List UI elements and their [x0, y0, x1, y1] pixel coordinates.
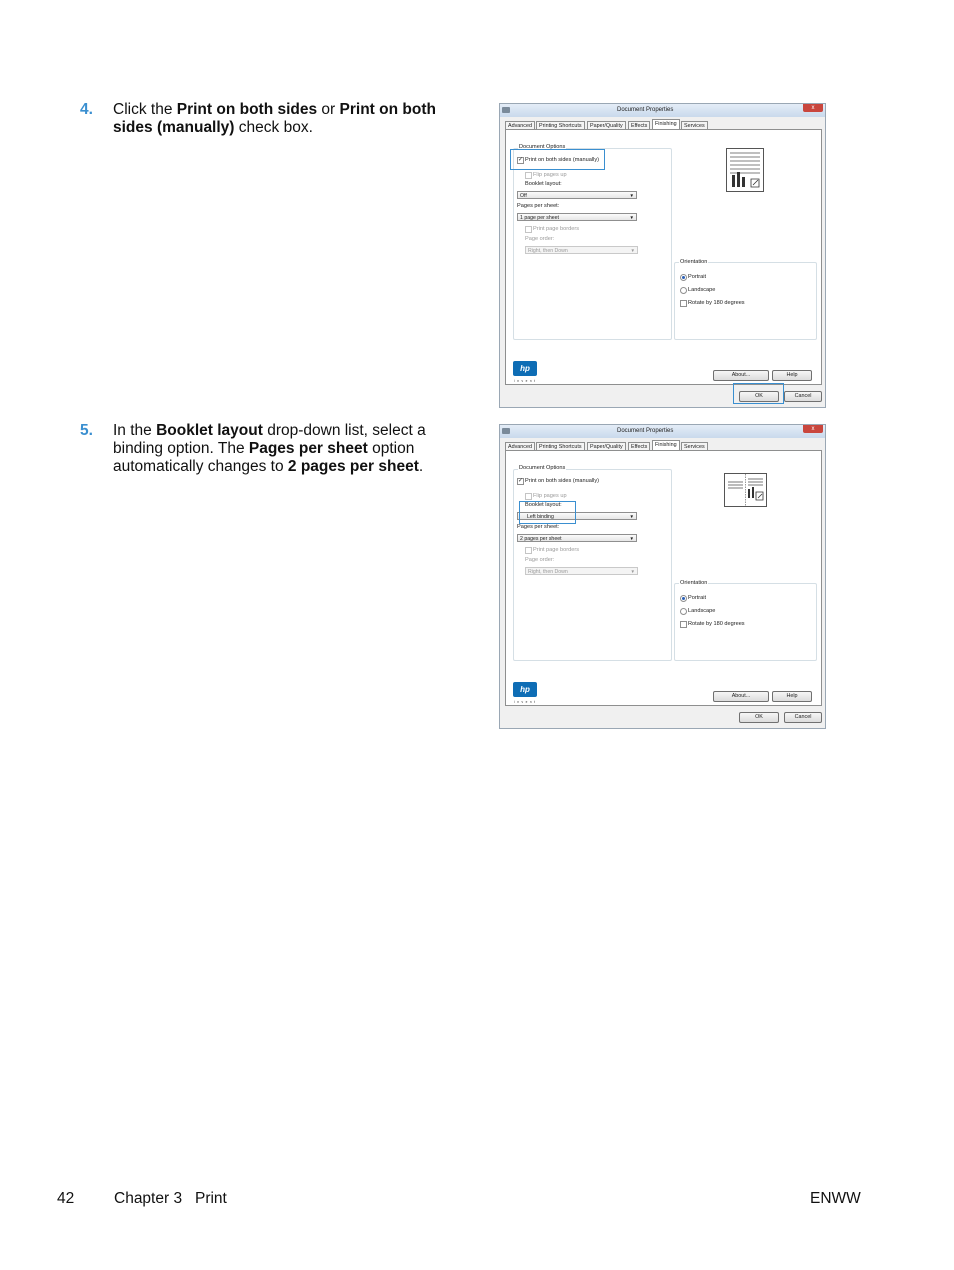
footer-brand: ENWW	[810, 1190, 861, 1207]
tab-services[interactable]: Services	[681, 442, 708, 451]
step-text-part: or	[317, 101, 340, 118]
tab-effects[interactable]: Effects	[628, 442, 650, 451]
booklet-layout-label: Booklet layout:	[525, 181, 562, 187]
print-page-borders-checkbox[interactable]	[525, 226, 532, 233]
pages-per-sheet-select[interactable]	[517, 534, 637, 542]
tab-printing-shortcuts[interactable]: Printing Shortcuts	[536, 121, 585, 130]
printer-app-icon	[502, 107, 510, 113]
close-icon[interactable]: x	[803, 104, 823, 112]
highlight-booklet-layout	[519, 501, 576, 524]
step-number: 4.	[80, 101, 93, 118]
flip-pages-label: Flip pages up	[533, 493, 567, 499]
step-text	[113, 101, 448, 137]
orientation-label: Orientation	[680, 259, 708, 265]
document-preview-icon	[727, 149, 763, 191]
landscape-radio[interactable]	[680, 608, 687, 615]
print-page-borders-checkbox[interactable]	[525, 547, 532, 554]
dialog-titlebar	[500, 104, 825, 117]
page-order-value: Right, then Down	[528, 569, 568, 575]
document-options-label: Document Options	[519, 144, 566, 150]
dialog-title: Document Properties	[617, 428, 674, 434]
chevron-down-icon: ▼	[629, 536, 634, 541]
step-text-part: In the	[113, 422, 157, 439]
about-button[interactable]: About...	[713, 691, 769, 702]
document-properties-dialog-2	[499, 424, 826, 729]
about-button[interactable]: About...	[713, 370, 769, 381]
cancel-button[interactable]: Cancel	[784, 712, 822, 723]
footer-chapter: Chapter 3 Print	[114, 1190, 227, 1207]
pages-per-sheet-value: 1 page per sheet	[520, 215, 559, 221]
portrait-label: Portrait	[688, 274, 707, 280]
chevron-down-icon: ▼	[629, 193, 634, 198]
pages-per-sheet-label: Pages per sheet:	[517, 524, 560, 530]
tab-paper-quality[interactable]: Paper/Quality	[587, 442, 626, 451]
help-button[interactable]: Help	[772, 691, 812, 702]
step-text-part: .	[418, 458, 424, 475]
dialog-titlebar	[500, 425, 825, 438]
page-number: 42	[57, 1190, 75, 1207]
landscape-radio[interactable]	[680, 287, 687, 294]
page-order-select[interactable]	[525, 567, 638, 575]
page-order-label: Page order:	[525, 557, 555, 563]
orientation-label: Orientation	[680, 580, 708, 586]
chevron-down-icon: ▼	[630, 248, 635, 253]
cancel-button[interactable]: Cancel	[784, 391, 822, 402]
highlight-print-both-sides	[510, 149, 605, 170]
close-icon[interactable]: x	[803, 425, 823, 433]
pages-per-sheet-value: 2 pages per sheet	[520, 536, 562, 542]
step-text-bold: Print on both sides	[176, 101, 318, 118]
page-order-select[interactable]	[525, 246, 638, 254]
chevron-down-icon: ▼	[629, 215, 634, 220]
pages-per-sheet-label: Pages per sheet:	[517, 203, 560, 209]
rotate-180-checkbox[interactable]	[680, 300, 687, 307]
print-both-sides-label: Print on both sides (manually)	[525, 157, 599, 163]
tab-advanced[interactable]: Advanced	[505, 121, 535, 130]
dialog-title: Document Properties	[617, 107, 674, 113]
portrait-radio[interactable]	[680, 274, 687, 281]
step-text-part: drop-down list, select a binding option. The	[113, 422, 426, 457]
rotate-180-label: Rotate by 180 degrees	[688, 300, 745, 306]
landscape-label: Landscape	[688, 608, 716, 614]
ok-button[interactable]: OK	[739, 391, 779, 402]
help-button[interactable]: Help	[772, 370, 812, 381]
step-text-bold: Print on both sides (manually)	[113, 101, 436, 136]
page-preview-icon	[726, 148, 764, 192]
portrait-radio[interactable]	[680, 595, 687, 602]
tab-advanced[interactable]: Advanced	[505, 442, 535, 451]
booklet-layout-select[interactable]	[517, 191, 637, 199]
step-text	[113, 422, 448, 476]
tab-effects[interactable]: Effects	[628, 121, 650, 130]
print-both-sides-label: Print on both sides (manually)	[525, 478, 599, 484]
rotate-180-label: Rotate by 180 degrees	[688, 621, 745, 627]
landscape-label: Landscape	[688, 287, 716, 293]
print-both-sides-checkbox[interactable]	[517, 478, 524, 485]
tab-finishing[interactable]: Finishing	[652, 119, 680, 130]
chevron-down-icon: ▼	[630, 569, 635, 574]
step-text-part: option automatically changes to	[113, 440, 415, 475]
page-order-value: Right, then Down	[528, 248, 568, 254]
step-text-bold: Pages per sheet	[248, 440, 368, 457]
booklet-layout-value: Left binding	[527, 514, 554, 520]
flip-pages-checkbox[interactable]	[525, 172, 532, 179]
page-order-label: Page order:	[525, 236, 555, 242]
portrait-label: Portrait	[688, 595, 707, 601]
tab-paper-quality[interactable]: Paper/Quality	[587, 121, 626, 130]
hp-invent-tagline: invent	[514, 379, 538, 383]
page-preview-icon	[724, 473, 767, 507]
finishing-panel	[505, 450, 822, 706]
printer-app-icon	[502, 428, 510, 434]
flip-pages-checkbox[interactable]	[525, 493, 532, 500]
booklet-layout-label: Booklet layout:	[525, 502, 562, 508]
step-text-bold: 2 pages per sheet	[287, 458, 419, 475]
hp-logo: hp	[513, 682, 537, 697]
chevron-down-icon: ▼	[629, 514, 634, 519]
tab-services[interactable]: Services	[681, 121, 708, 130]
pages-per-sheet-select[interactable]	[517, 213, 637, 221]
hp-logo: hp	[513, 361, 537, 376]
print-page-borders-label: Print page borders	[533, 226, 580, 232]
tab-printing-shortcuts[interactable]: Printing Shortcuts	[536, 442, 585, 451]
hp-invent-tagline: invent	[514, 700, 538, 704]
booklet-preview-icon	[725, 474, 766, 506]
print-page-borders-label: Print page borders	[533, 547, 580, 553]
step-number: 5.	[80, 422, 93, 439]
highlight-ok-button	[733, 383, 784, 404]
step-text-part: Click the	[113, 101, 177, 118]
step-text-bold: Booklet layout	[156, 422, 263, 439]
rotate-180-checkbox[interactable]	[680, 621, 687, 628]
document-options-label: Document Options	[519, 465, 566, 471]
tab-finishing[interactable]: Finishing	[652, 440, 680, 451]
flip-pages-label: Flip pages up	[533, 172, 567, 178]
ok-button[interactable]: OK	[739, 712, 779, 723]
booklet-layout-value: Off	[520, 193, 527, 199]
step-text-part: check box.	[234, 119, 313, 136]
